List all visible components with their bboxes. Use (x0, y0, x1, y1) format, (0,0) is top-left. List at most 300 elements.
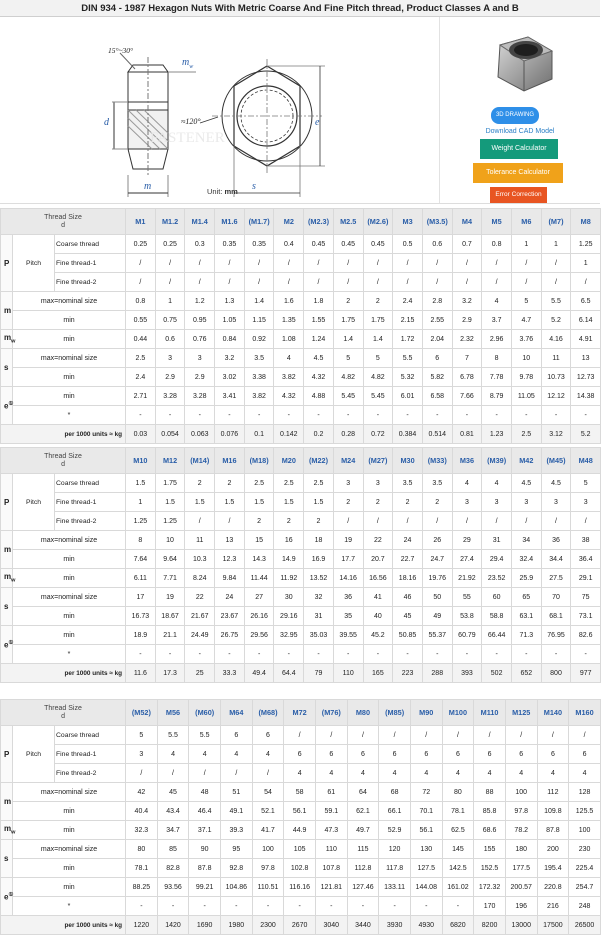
value-cell: - (215, 645, 245, 664)
value-cell: 200 (537, 840, 569, 859)
value-cell: 4 (347, 764, 379, 783)
value-cell: 2670 (284, 916, 316, 935)
value-cell: 4 (284, 764, 316, 783)
s-max-row (1, 588, 601, 607)
value-cell: 2 (363, 292, 393, 311)
d-label: d (104, 117, 109, 128)
value-cell: 78.2 (505, 821, 537, 840)
value-cell: 2 (244, 512, 274, 531)
value-cell: 6.78 (452, 368, 482, 387)
download-cad-link[interactable]: Download CAD Model (485, 128, 555, 135)
value-cell: 3.76 (511, 330, 541, 349)
value-cell: - (185, 645, 215, 664)
value-cell: 76.95 (541, 626, 571, 645)
value-cell: 9.64 (155, 550, 185, 569)
value-cell: / (422, 273, 452, 292)
value-cell: 161.02 (442, 878, 474, 897)
value-cell: 5.5 (189, 726, 221, 745)
value-cell: 8.24 (185, 569, 215, 588)
value-cell: 4 (537, 764, 569, 783)
value-cell: 36 (333, 588, 363, 607)
thread-size-cell: M16 (215, 448, 245, 474)
value-cell: / (252, 764, 284, 783)
value-cell: 55.37 (422, 626, 452, 645)
value-cell: 19.76 (422, 569, 452, 588)
value-cell: 112 (537, 783, 569, 802)
value-cell: 4 (474, 764, 506, 783)
value-cell: 21.1 (155, 626, 185, 645)
value-cell: 225.4 (569, 859, 601, 878)
row-label: max=nominal size (13, 840, 126, 859)
value-cell: 248 (569, 897, 601, 916)
value-cell: / (363, 254, 393, 273)
thread-size-cell: (M22) (304, 448, 334, 474)
value-cell: / (221, 764, 253, 783)
value-cell: 58 (284, 783, 316, 802)
value-cell: 117.8 (379, 859, 411, 878)
value-cell: 170 (474, 897, 506, 916)
value-cell: 27 (244, 588, 274, 607)
value-cell: 33.3 (215, 664, 245, 683)
thread-type-label: Coarse thread (55, 235, 126, 254)
value-cell: / (189, 764, 221, 783)
thread-size-cell: (M2.6) (363, 209, 393, 235)
value-cell: 80 (126, 840, 158, 859)
thread-size-cell: (M1.7) (244, 209, 274, 235)
value-cell: 3.38 (244, 368, 274, 387)
value-cell: 177.5 (505, 859, 537, 878)
value-cell: 6 (422, 349, 452, 368)
value-cell: 45 (157, 783, 189, 802)
value-cell: / (474, 726, 506, 745)
value-cell: 1.5 (126, 474, 156, 493)
value-cell: 1.5 (304, 493, 334, 512)
value-cell: 115 (347, 840, 379, 859)
value-cell: 4 (569, 764, 601, 783)
value-cell: 5 (571, 474, 601, 493)
value-cell: 1.55 (304, 311, 334, 330)
symbol-cell: m (1, 783, 13, 821)
value-cell: 27.4 (452, 550, 482, 569)
value-cell: - (333, 645, 363, 664)
header-panel (0, 17, 600, 204)
value-cell: 70.1 (410, 802, 442, 821)
value-cell: - (284, 897, 316, 916)
value-cell: 2 (333, 292, 363, 311)
value-cell: 2.04 (422, 330, 452, 349)
value-cell: 13000 (505, 916, 537, 935)
thread-size-cell: (M76) (315, 700, 347, 726)
value-cell: 216 (537, 897, 569, 916)
value-cell: 172.32 (474, 878, 506, 897)
value-cell: 32.95 (274, 626, 304, 645)
value-cell: 4.32 (304, 368, 334, 387)
value-cell: 22.7 (393, 550, 423, 569)
value-cell: 2.9 (155, 368, 185, 387)
value-cell: 0.6 (422, 235, 452, 254)
thread-size-cell: (M7) (541, 209, 571, 235)
value-cell: 35.03 (304, 626, 334, 645)
value-cell: 0.514 (422, 425, 452, 444)
value-cell: 82.8 (157, 859, 189, 878)
value-cell: 50.85 (393, 626, 423, 645)
value-cell: 1220 (126, 916, 158, 935)
value-cell: / (422, 254, 452, 273)
mw-min-row (1, 330, 601, 349)
value-cell: 64 (347, 783, 379, 802)
symbol-cell: e① (1, 387, 13, 425)
thread-size-cell: M1.4 (185, 209, 215, 235)
value-cell: 102.8 (284, 859, 316, 878)
value-cell: 3 (363, 474, 393, 493)
pitch-coarse-row (1, 474, 601, 493)
value-cell: 6 (569, 745, 601, 764)
value-cell: 16.9 (304, 550, 334, 569)
value-cell: 11 (541, 349, 571, 368)
value-cell: 68.1 (541, 607, 571, 626)
value-cell: - (155, 645, 185, 664)
value-cell: 4.16 (541, 330, 571, 349)
value-cell: 0.2 (304, 425, 334, 444)
value-cell: 121.81 (315, 878, 347, 897)
value-cell: 2.9 (185, 368, 215, 387)
value-cell: - (221, 897, 253, 916)
value-cell: 85.8 (474, 802, 506, 821)
unit-note: Unit: mm (207, 187, 238, 196)
thread-type-label: Fine thread-1 (55, 493, 126, 512)
value-cell: 3.28 (155, 387, 185, 406)
value-cell: / (126, 273, 156, 292)
row-label: min (13, 878, 126, 897)
thread-size-cell: M48 (571, 448, 601, 474)
mw-min-row (1, 569, 601, 588)
value-cell: 1.5 (185, 493, 215, 512)
value-cell: 0.45 (304, 235, 334, 254)
value-cell: 165 (363, 664, 393, 683)
value-cell: 1.5 (274, 493, 304, 512)
row-label: min (13, 802, 126, 821)
value-cell: 3 (155, 349, 185, 368)
value-cell: 29.56 (244, 626, 274, 645)
value-cell: 45.2 (363, 626, 393, 645)
value-cell: - (452, 645, 482, 664)
value-cell: 6.11 (126, 569, 156, 588)
thread-size-cell: M36 (452, 448, 482, 474)
angle120-label: ≈120° (181, 117, 201, 126)
thread-size-cell: M125 (505, 700, 537, 726)
value-cell: 2300 (252, 916, 284, 935)
value-cell: 6 (221, 726, 253, 745)
value-cell: 110 (315, 840, 347, 859)
value-cell: 3440 (347, 916, 379, 935)
value-cell: 14.38 (571, 387, 601, 406)
value-cell: 1.25 (155, 512, 185, 531)
value-cell: 0.063 (185, 425, 215, 444)
value-cell: 29.16 (274, 607, 304, 626)
page-title: DIN 934 - 1987 Hexagon Nuts With Metric Coarse And Fine Pitch thread, Product Classes A and B (0, 0, 600, 17)
m-min-row (1, 311, 601, 330)
thread-size-header (1, 209, 601, 235)
thread-size-cell: M6 (511, 209, 541, 235)
thread-size-cell: M140 (537, 700, 569, 726)
value-cell: / (393, 512, 423, 531)
value-cell: 11.44 (244, 569, 274, 588)
value-cell: - (410, 897, 442, 916)
value-cell: 13 (215, 531, 245, 550)
value-cell: 23.67 (215, 607, 245, 626)
value-cell: 26.16 (244, 607, 274, 626)
value-cell: 3 (452, 493, 482, 512)
value-cell: 24.7 (422, 550, 452, 569)
value-cell: 0.7 (452, 235, 482, 254)
value-cell: 93.56 (157, 878, 189, 897)
row-label: min (13, 859, 126, 878)
value-cell: 128 (569, 783, 601, 802)
value-cell: 8 (126, 531, 156, 550)
value-cell: 2 (422, 493, 452, 512)
value-cell: - (442, 897, 474, 916)
value-cell: 4.5 (511, 474, 541, 493)
value-cell: 40.4 (126, 802, 158, 821)
value-cell: 56.1 (284, 802, 316, 821)
value-cell: 6 (252, 726, 284, 745)
value-cell: 133.11 (379, 878, 411, 897)
thread-size-cell: (M14) (185, 448, 215, 474)
thread-size-cell: M100 (442, 700, 474, 726)
value-cell: 0.76 (185, 330, 215, 349)
weight-row (1, 425, 601, 444)
value-cell: 32.4 (511, 550, 541, 569)
value-cell: 110 (333, 664, 363, 683)
value-cell: 6 (315, 745, 347, 764)
value-cell: 4.82 (333, 368, 363, 387)
value-cell: 288 (422, 664, 452, 683)
value-cell: 6.01 (393, 387, 423, 406)
value-cell: 2 (304, 512, 334, 531)
value-cell: 107.8 (315, 859, 347, 878)
value-cell: 34 (511, 531, 541, 550)
pitch-fine1-row (1, 745, 601, 764)
value-cell: / (215, 254, 245, 273)
value-cell: - (571, 645, 601, 664)
thread-size-label: Thread Size d (1, 209, 126, 235)
value-cell: 10 (155, 531, 185, 550)
value-cell: 3040 (315, 916, 347, 935)
value-cell: / (333, 273, 363, 292)
value-cell: 2.9 (452, 311, 482, 330)
value-cell: 80 (442, 783, 474, 802)
symbol-cell: $m_w$ (1, 821, 13, 840)
row-label: max=nominal size (13, 588, 126, 607)
value-cell: 7.78 (482, 368, 512, 387)
value-cell: 17.3 (155, 664, 185, 683)
value-cell: 0.25 (155, 235, 185, 254)
tolerance-calculator-button[interactable]: Tolerance Calculator (473, 163, 563, 183)
value-cell: / (363, 512, 393, 531)
value-cell: / (126, 254, 156, 273)
thread-size-cell: M2 (274, 209, 304, 235)
value-cell: / (511, 254, 541, 273)
value-cell: 45 (393, 607, 423, 626)
value-cell: 34.4 (541, 550, 571, 569)
value-cell: 41 (363, 588, 393, 607)
value-cell: 90 (189, 840, 221, 859)
value-cell: 14.16 (333, 569, 363, 588)
row-label: min (13, 368, 126, 387)
value-cell: 100 (505, 783, 537, 802)
dimension-table (0, 699, 601, 935)
value-cell: 1 (155, 292, 185, 311)
value-cell: - (244, 406, 274, 425)
value-cell: - (363, 406, 393, 425)
value-cell: 87.8 (189, 859, 221, 878)
thread-size-cell: M72 (284, 700, 316, 726)
value-cell: / (157, 764, 189, 783)
value-cell: 127.5 (410, 859, 442, 878)
weight-label: per 1000 units ≈ kg (1, 916, 126, 935)
thread-size-label: Thread Size d (1, 448, 126, 474)
thread-size-cell: (M45) (541, 448, 571, 474)
value-cell: 3.5 (422, 474, 452, 493)
value-cell: 43.4 (157, 802, 189, 821)
value-cell: 88 (474, 783, 506, 802)
thread-size-cell: (M39) (482, 448, 512, 474)
value-cell: 3.5 (393, 474, 423, 493)
value-cell: / (185, 254, 215, 273)
thread-size-cell: (M85) (379, 700, 411, 726)
value-cell: 1.6 (274, 292, 304, 311)
value-cell: 59.1 (315, 802, 347, 821)
value-cell: 4 (189, 745, 221, 764)
value-cell: 0.45 (363, 235, 393, 254)
pitch-fine1-row (1, 254, 601, 273)
value-cell: / (244, 273, 274, 292)
value-cell: 55 (452, 588, 482, 607)
value-cell: 6 (474, 745, 506, 764)
value-cell: 2.71 (126, 387, 156, 406)
value-cell: 3.2 (452, 292, 482, 311)
m-max-row (1, 531, 601, 550)
value-cell: 0.95 (185, 311, 215, 330)
value-cell: / (569, 726, 601, 745)
weight-calculator-button[interactable]: Weight Calculator (480, 139, 558, 159)
symbol-cell: s (1, 588, 13, 626)
value-cell: 1420 (157, 916, 189, 935)
value-cell: 14.9 (274, 550, 304, 569)
value-cell: 220.8 (537, 878, 569, 897)
row-label: min (13, 311, 126, 330)
thread-type-label: Fine thread-2 (55, 512, 126, 531)
thread-size-cell: (M52) (126, 700, 158, 726)
value-cell: - (571, 406, 601, 425)
symbol-cell: s (1, 840, 13, 878)
value-cell: 19 (333, 531, 363, 550)
value-cell: 1.75 (333, 311, 363, 330)
value-cell: 2.8 (422, 292, 452, 311)
value-cell: 0.8 (126, 292, 156, 311)
value-cell: 0.384 (393, 425, 423, 444)
value-cell: 16.56 (363, 569, 393, 588)
error-correction-button[interactable]: Error Correction (490, 187, 547, 203)
value-cell: 4.7 (511, 311, 541, 330)
value-cell: 4 (482, 474, 512, 493)
value-cell: 130 (410, 840, 442, 859)
value-cell: 1.08 (274, 330, 304, 349)
value-cell: 3 (126, 745, 158, 764)
row-label: max=nominal size (13, 349, 126, 368)
value-cell: / (482, 254, 512, 273)
value-cell: 26 (422, 531, 452, 550)
value-cell: - (511, 406, 541, 425)
value-cell: / (215, 512, 245, 531)
value-cell: 35 (333, 607, 363, 626)
value-cell: 5.45 (333, 387, 363, 406)
value-cell: 97.8 (252, 859, 284, 878)
value-cell: 29.1 (571, 569, 601, 588)
row-label: min (13, 626, 126, 645)
value-cell: 47.3 (315, 821, 347, 840)
value-cell: 5.5 (541, 292, 571, 311)
value-cell: 11.6 (126, 664, 156, 683)
value-cell: 0.35 (244, 235, 274, 254)
value-cell: 18.16 (393, 569, 423, 588)
value-cell: 48 (189, 783, 221, 802)
value-cell: 52.9 (379, 821, 411, 840)
thread-size-label: Thread Size d (1, 700, 126, 726)
value-cell: / (333, 512, 363, 531)
value-cell: 24 (393, 531, 423, 550)
value-cell: 977 (571, 664, 601, 683)
value-cell: / (541, 254, 571, 273)
value-cell: 152.5 (474, 859, 506, 878)
value-cell: - (126, 406, 156, 425)
value-cell: 1.2 (185, 292, 215, 311)
value-cell: 38 (571, 531, 601, 550)
value-cell: 39.3 (221, 821, 253, 840)
value-cell: 1 (541, 235, 571, 254)
value-cell: 2 (363, 493, 393, 512)
pitch-fine2-row (1, 512, 601, 531)
value-cell: 2.4 (126, 368, 156, 387)
value-cell: / (452, 254, 482, 273)
value-cell: - (304, 406, 334, 425)
value-cell: 39.55 (333, 626, 363, 645)
3d-drawing-button[interactable]: 3D DRAWING (491, 107, 539, 124)
value-cell: 195.4 (537, 859, 569, 878)
value-cell: 4.91 (571, 330, 601, 349)
thread-size-cell: M1.6 (215, 209, 245, 235)
value-cell: 0.3 (185, 235, 215, 254)
technical-drawing (0, 17, 440, 203)
value-cell: 0.03 (126, 425, 156, 444)
thread-size-cell: (M68) (252, 700, 284, 726)
thread-size-cell: M30 (393, 448, 423, 474)
value-cell: - (274, 645, 304, 664)
value-cell: 2.32 (452, 330, 482, 349)
value-cell: / (571, 512, 601, 531)
s-label: s (252, 181, 256, 192)
e-label: e (315, 117, 320, 128)
thread-size-cell: (M33) (422, 448, 452, 474)
value-cell: 19 (155, 588, 185, 607)
value-cell: 50 (422, 588, 452, 607)
value-cell: 3.02 (215, 368, 245, 387)
value-cell: 652 (511, 664, 541, 683)
value-cell: 0.4 (274, 235, 304, 254)
value-cell: 0.28 (333, 425, 363, 444)
value-cell: 17 (126, 588, 156, 607)
value-cell: - (363, 645, 393, 664)
